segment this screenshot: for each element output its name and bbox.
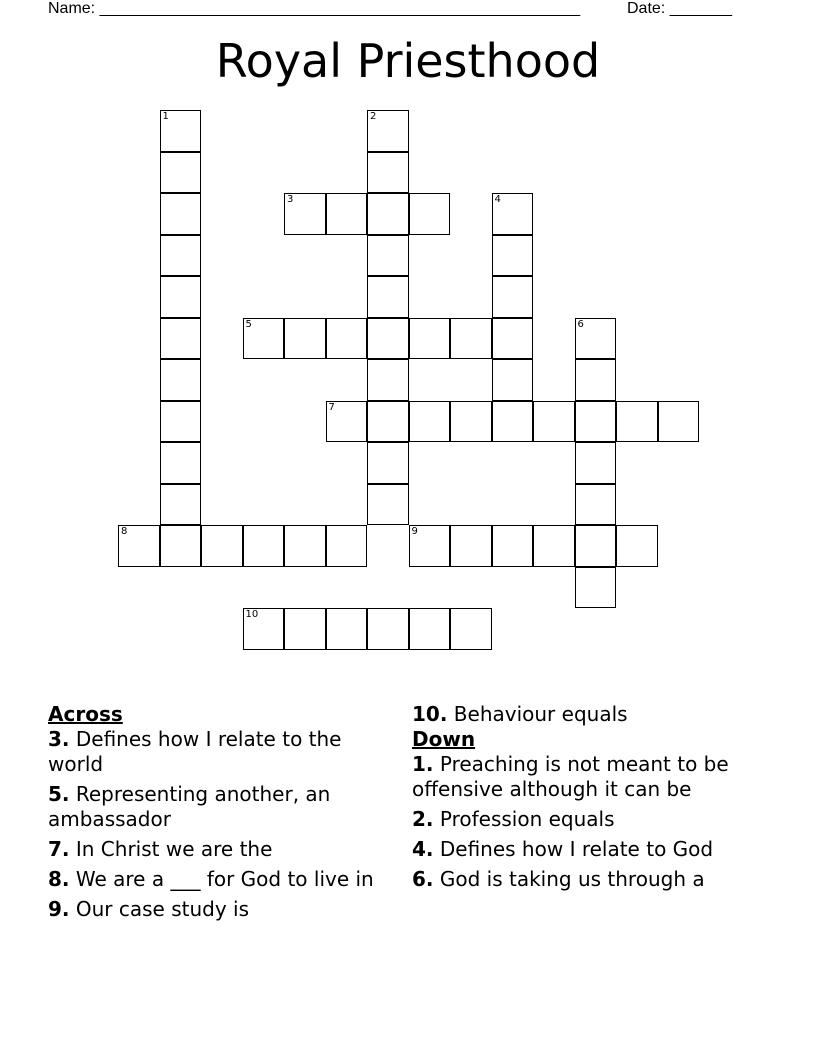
crossword-cell[interactable]: [492, 276, 534, 318]
crossword-cell[interactable]: [367, 401, 409, 443]
crossword-cell[interactable]: [575, 318, 617, 360]
crossword-cell[interactable]: [326, 401, 368, 443]
crossword-cell[interactable]: [575, 567, 617, 609]
crossword-cell[interactable]: [492, 318, 534, 360]
crossword-cell[interactable]: [367, 276, 409, 318]
crossword-cell[interactable]: [575, 359, 617, 401]
crossword-cell[interactable]: [160, 442, 202, 484]
crossword-cell[interactable]: [326, 318, 368, 360]
crossword-cell[interactable]: [160, 401, 202, 443]
crossword-cell[interactable]: [409, 193, 451, 235]
across-heading: Across: [48, 702, 123, 726]
page-title: Royal Priesthood: [215, 34, 601, 88]
clues-column-right: [412, 702, 782, 897]
crossword-cell[interactable]: [575, 484, 617, 526]
crossword-cell[interactable]: [658, 401, 700, 443]
crossword-cell[interactable]: [284, 318, 326, 360]
crossword-cell[interactable]: [243, 608, 285, 650]
clue-number: 3: [287, 194, 294, 205]
crossword-cell[interactable]: [243, 318, 285, 360]
crossword-cell[interactable]: [492, 401, 534, 443]
crossword-cell[interactable]: [575, 525, 617, 567]
crossword-cell[interactable]: [367, 235, 409, 277]
crossword-cell[interactable]: [160, 525, 202, 567]
crossword-cell[interactable]: [284, 608, 326, 650]
clue-across-7: 7. In Christ we are the: [48, 837, 273, 861]
crossword-cell[interactable]: [160, 359, 202, 401]
clue-across-5: 5. Representing another, an ambassador: [48, 782, 331, 831]
crossword-cell[interactable]: [492, 193, 534, 235]
crossword-cell[interactable]: [450, 608, 492, 650]
name-field-label[interactable]: Name: ______________________________________________________: [48, 0, 581, 17]
crossword-cell[interactable]: [284, 193, 326, 235]
clue-number: 5: [245, 318, 252, 330]
crossword-cell[interactable]: [367, 484, 409, 526]
crossword-cell[interactable]: [367, 152, 409, 194]
crossword-cell[interactable]: [367, 442, 409, 484]
crossword-cell[interactable]: [326, 525, 368, 567]
clues-column-left: [48, 702, 388, 927]
crossword-cell[interactable]: [616, 401, 658, 443]
crossword-cell[interactable]: [201, 525, 243, 567]
crossword-cell[interactable]: [492, 359, 534, 401]
clue-number: 9: [411, 526, 418, 537]
crossword-cell[interactable]: [160, 276, 202, 318]
crossword-cell[interactable]: [409, 608, 451, 650]
date-field-label[interactable]: Date: _______: [627, 0, 732, 17]
clue-number: 8: [121, 526, 128, 537]
crossword-cell[interactable]: [450, 318, 492, 360]
crossword-cell[interactable]: [492, 525, 534, 567]
crossword-cell[interactable]: [160, 235, 202, 277]
clue-across-3: 3. Defines how I relate to the world: [48, 727, 342, 776]
clue-down-6: 6. God is taking us through a: [412, 867, 705, 891]
crossword-cell[interactable]: [575, 401, 617, 443]
crossword-cell[interactable]: [492, 235, 534, 277]
clue-number: 7: [328, 401, 335, 413]
crossword-cell[interactable]: [118, 525, 160, 567]
clue-number: 10: [245, 609, 259, 620]
crossword-cell[interactable]: [160, 110, 202, 152]
crossword-cell[interactable]: [326, 608, 368, 650]
crossword-cell[interactable]: [533, 525, 575, 567]
crossword-cell[interactable]: [367, 193, 409, 235]
crossword-cell[interactable]: [160, 152, 202, 194]
crossword-cell[interactable]: [450, 525, 492, 567]
crossword-cell[interactable]: [409, 318, 451, 360]
crossword-cell[interactable]: [160, 193, 202, 235]
clue-down-4: 4. Defines how I relate to God: [412, 837, 714, 861]
crossword-cell[interactable]: [575, 442, 617, 484]
clue-number: 1: [162, 111, 169, 122]
crossword-cell[interactable]: [367, 110, 409, 152]
crossword-cell[interactable]: [326, 193, 368, 235]
crossword-cell[interactable]: [616, 525, 658, 567]
crossword-cell[interactable]: [409, 525, 451, 567]
clue-down-2: 2. Profession equals: [412, 807, 615, 831]
clue-number: 4: [494, 194, 501, 205]
crossword-cell[interactable]: [367, 318, 409, 360]
crossword-cell[interactable]: [409, 401, 451, 443]
down-heading: Down: [412, 727, 476, 751]
clue-number: 2: [370, 111, 377, 122]
crossword-cell[interactable]: [367, 608, 409, 650]
header: [48, 0, 748, 20]
clue-across-9: 9. Our case study is: [48, 897, 250, 921]
crossword-cell[interactable]: [243, 525, 285, 567]
clue-number: 6: [577, 318, 584, 330]
crossword-cell[interactable]: [284, 525, 326, 567]
crossword-cell[interactable]: [160, 484, 202, 526]
crossword-cell[interactable]: [367, 359, 409, 401]
clue-across-10: 10. Behaviour equals: [412, 702, 628, 726]
crossword-cell[interactable]: [160, 318, 202, 360]
clue-down-1: 1. Preaching is not meant to be offensive although it can be: [412, 752, 729, 801]
crossword-cell[interactable]: [450, 401, 492, 443]
clue-across-8: 8. We are a ___ for God to live in: [48, 867, 374, 891]
crossword-cell[interactable]: [533, 401, 575, 443]
